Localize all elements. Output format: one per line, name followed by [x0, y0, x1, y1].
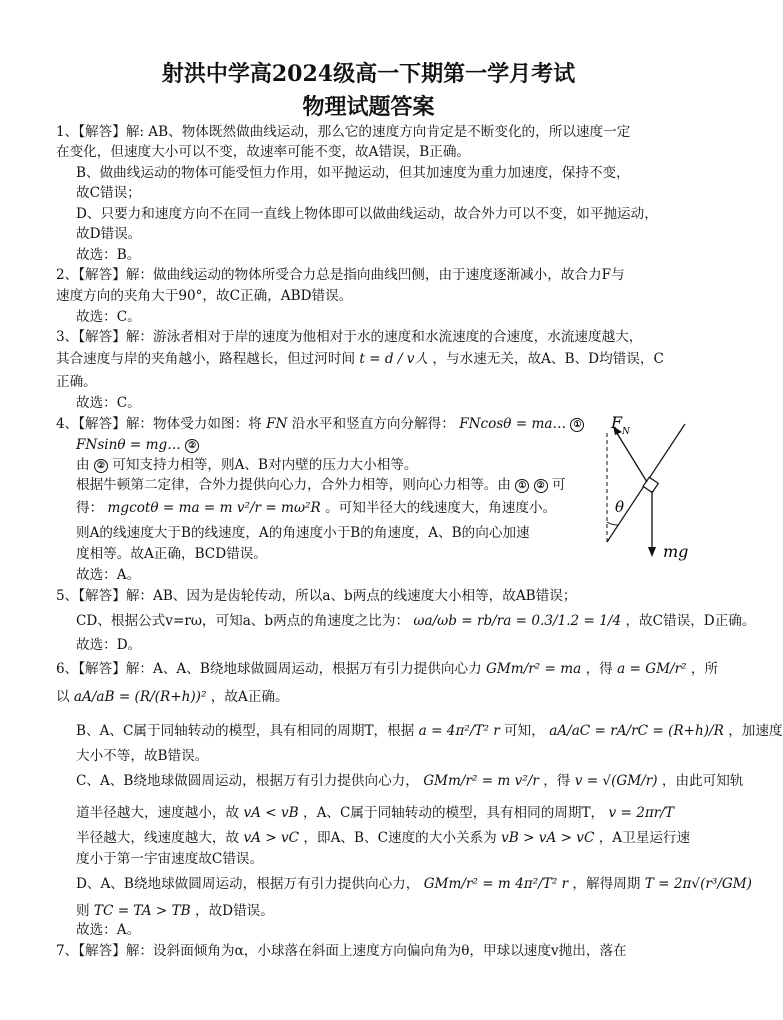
answer-text: ，与水速无关，故A、B、D均错误，C: [432, 351, 664, 367]
answer-text: 得：: [76, 500, 104, 516]
answer-line: [76, 830, 690, 846]
weight-arrowhead: [648, 547, 656, 557]
answer-text: ，A、C属于同轴转动的模型，具有相同的周期T，: [302, 805, 605, 821]
answer-text: ，A卫星运行速: [598, 830, 691, 846]
page-title-line2: 物理试题答案: [302, 94, 435, 120]
answer-line: [76, 903, 274, 919]
answer-text: ，故A正确。: [210, 689, 289, 705]
answer-line: [76, 773, 743, 789]
circled-number: ①: [570, 418, 584, 432]
answer-text: 则: [76, 903, 90, 919]
answer-line: [56, 351, 664, 367]
formula: GMm/r² = m v²/r: [423, 773, 539, 789]
answer-line: 故C错误；: [76, 185, 141, 201]
answer-line: B、做曲线运动的物体可能受恒力作用，如平抛运动，但其加速度为重力加速度，保持不变，: [76, 165, 630, 181]
answer-text: ，解得周期: [572, 876, 641, 892]
answer-line: 故选：D。: [76, 637, 142, 653]
answer-line: 2、【解答】解：做曲线运动的物体所受合力总是指向曲线凹侧，由于速度逐渐减小，故合力F与: [56, 267, 625, 283]
answer-text: 6、【解答】解：A、A、B绕地球做圆周运动，根据万有引力提供向心力: [56, 661, 482, 677]
formula: FN: [266, 416, 288, 432]
answer-text: C、A、B绕地球做圆周运动，根据万有引力提供向心力，: [76, 773, 419, 789]
formula: v = √(GM/r): [574, 773, 658, 789]
formula: a = 4π²/T² r: [418, 723, 500, 739]
answer-text: 可知支持力相等，则A、B对内壁的压力大小相等。: [112, 457, 418, 473]
formula: FNsinθ = mg…: [76, 437, 181, 453]
answer-line: 速度方向的夹角大于90°，故C正确，ABD错误。: [56, 288, 353, 304]
answer-line: 3、【解答】解：游泳者相对于岸的速度为他相对于水的速度和水流速度的合速度，水流速度越大，: [56, 329, 643, 345]
formula: ωa/ωb = rb/ra = 0.3/1.2 = 1/4: [413, 613, 622, 629]
formula: T = 2π√(r³/GM): [644, 876, 752, 892]
answer-text: 可: [551, 477, 566, 493]
circled-number: ②: [94, 459, 108, 473]
answer-text: ，加速度: [728, 723, 783, 739]
angle-arc: [607, 522, 619, 525]
answer-line: [76, 613, 756, 629]
answer-line: 大小不等，故B错误。: [76, 748, 209, 764]
force-diagram: [595, 412, 705, 567]
answer-text: 4、【解答】解：物体受力如图：将: [56, 416, 262, 432]
answer-line: 1、【解答】解: AB、物体既然做曲线运动，那么它的速度方向肯定是不断变化的，所以速度一定: [56, 124, 631, 140]
answer-text: ，故D错误。: [194, 903, 274, 919]
weight-label: mg: [663, 542, 689, 561]
answer-line: [76, 437, 199, 453]
circled-number: ②: [534, 479, 548, 493]
formula: mgcotθ = ma = m v²/r = mω²R: [107, 500, 321, 516]
answer-text: B、A、C属于同轴转动的模型，具有相同的周期T，根据: [76, 723, 415, 739]
answer-line: 在变化，但速度大小可以不变，故速率可能不变，故A错误，B正确。: [56, 144, 471, 160]
answer-line: 正确。: [56, 374, 97, 390]
force-label-subscript: N: [622, 427, 630, 437]
answer-line: 故选：C。: [76, 309, 141, 325]
formula: vA > vC: [243, 830, 300, 846]
answer-text: 以: [56, 689, 70, 705]
answer-line: [56, 661, 718, 677]
formula: aA/aB = (R/(R+h))²: [73, 689, 207, 705]
answer-text: 根据牛顿第二定律，合外力提供向心力，合外力相等，则向心力相等。由: [76, 477, 511, 493]
formula: t = d / v人: [359, 351, 429, 367]
answer-line: D、只要力和速度方向不在同一直线上物体即可以做曲线运动，故合外力可以不变，如平抛运动，: [76, 206, 658, 222]
formula: vB > vA > vC: [501, 830, 595, 846]
answer-text: ，得: [585, 661, 613, 677]
answer-line: [76, 805, 674, 821]
answer-text: 。可知半径大的线速度大，角速度小。: [325, 500, 557, 516]
angle-label: θ: [615, 498, 625, 516]
formula: v = 2πr/T: [608, 805, 674, 821]
formula: a = GM/r²: [617, 661, 687, 677]
answer-line: 故选：A。: [76, 567, 141, 583]
formula: vA < vB: [243, 805, 299, 821]
answer-text: D、A、B绕地球做圆周运动，根据万有引力提供向心力，: [76, 876, 420, 892]
answer-line: 故选：A。: [76, 922, 141, 938]
answer-line: [76, 477, 566, 493]
answer-line: 5、【解答】解：AB、因为是齿轮传动，所以a、b两点的线速度大小相等，故AB错误；: [56, 588, 577, 604]
answer-text: 半径越大，线速度越大，故: [76, 830, 240, 846]
answer-text: ，由此可知轨: [661, 773, 744, 789]
answer-line: 度相等。故A正确，BCD错误。: [76, 546, 267, 562]
answer-text: ，得: [543, 773, 571, 789]
answer-text: 其合速度与岸的夹角越小，路程越长，但过河时间: [56, 351, 356, 367]
answer-line: [76, 457, 418, 473]
page-title-line1: 射洪中学高2024级高一下期第一学月考试: [161, 61, 576, 87]
answer-line: [76, 876, 752, 892]
answer-line: 度小于第一宇宙速度故C错误。: [76, 851, 264, 867]
answer-line: [76, 500, 556, 516]
answer-line: [56, 689, 289, 705]
circled-number: ②: [185, 439, 199, 453]
answer-text: ，即A、B、C速度的大小关系为: [303, 830, 497, 846]
force-label: F: [611, 413, 623, 432]
formula: GMm/r² = m 4π²/T² r: [423, 876, 569, 892]
formula: FNcosθ = ma…: [459, 416, 567, 432]
circled-number: ①: [515, 479, 529, 493]
formula: aA/aC = rA/rC = (R+h)/R: [549, 723, 724, 739]
answer-line: 故D错误。: [76, 226, 142, 242]
answer-text: 道半径越大，速度越小，故: [76, 805, 240, 821]
normal-force-arrow: [615, 430, 647, 482]
formula: GMm/r² = ma: [486, 661, 582, 677]
answer-line: 7、【解答】解：设斜面倾角为α，小球落在斜面上速度方向偏向角为θ，甲球以速度v抛出，落在: [56, 943, 627, 959]
answer-text: 由: [76, 457, 90, 473]
answer-text: ，故C错误，D正确。: [625, 613, 756, 629]
answer-line: [56, 416, 584, 432]
answer-text: CD、根据公式v=rω，可知a、b两点的角速度之比为：: [76, 613, 410, 629]
answer-text: ，所: [690, 661, 719, 677]
formula: TC = TA > TB: [93, 903, 191, 919]
answer-line: 故选：B。: [76, 247, 141, 263]
answer-line: [76, 723, 783, 739]
answer-text: 沿水平和竖直方向分解得：: [291, 416, 455, 432]
answer-line: 故选：C。: [76, 395, 141, 411]
answer-line: 则A的线速度大于B的线速度，A的角速度小于B的角速度，A、B的向心加速: [76, 525, 530, 541]
answer-text: 可知，: [504, 723, 545, 739]
